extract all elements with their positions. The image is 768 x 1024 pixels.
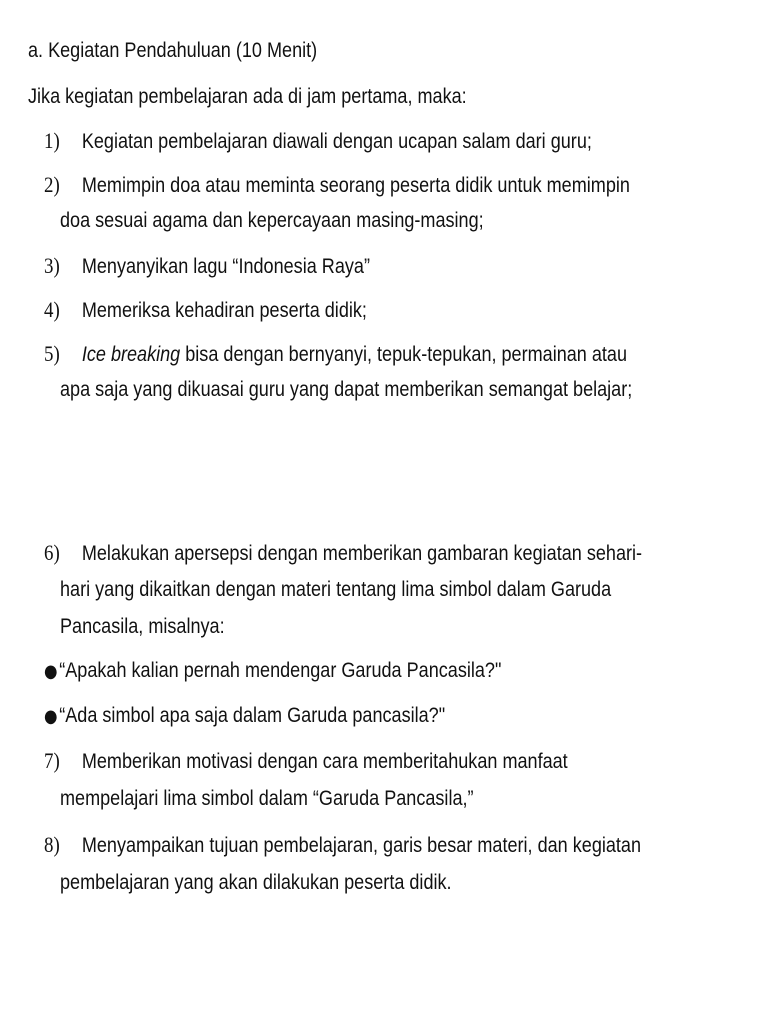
bullet-item-2 (44, 703, 445, 730)
item-text: Memeriksa kehadiran peserta didik; (81, 299, 367, 322)
list-item-6-continuation: hari yang dikaitkan dengan materi tentang lima simbol dalam Garuda (60, 578, 612, 601)
bullet-icon: ● (44, 706, 58, 727)
item-italic-term: Ice breaking (81, 343, 181, 366)
item-text: Menyampaikan tujuan pembelajaran, garis besar materi, dan kegiatan (81, 834, 642, 857)
list-item-3 (44, 253, 370, 280)
item-number: 3) (44, 253, 60, 278)
item-text: Menyanyikan lagu “Indonesia Raya” (81, 255, 370, 278)
bullet-text: “Ada simbol apa saja dalam Garuda pancasila?" (59, 704, 446, 727)
list-item-7-continuation: mempelajari lima simbol dalam “Garuda Pancasila,” (60, 787, 474, 810)
item-text: Memberikan motivasi dengan cara memberitahukan manfaat (81, 750, 568, 773)
bullet-item-1 (44, 658, 501, 685)
item-number: 1) (44, 128, 60, 153)
list-item-1 (44, 128, 592, 155)
item-number: 5) (44, 341, 60, 366)
item-number: 7) (44, 748, 60, 773)
item-text: bisa dengan bernyanyi, tepuk-tepukan, permainan atau (180, 343, 628, 366)
intro-text: Jika kegiatan pembelajaran ada di jam pertama, maka: (28, 85, 467, 108)
list-item-6-continuation-2: Pancasila, misalnya: (60, 615, 225, 638)
list-item-4 (44, 297, 367, 324)
item-number: 2) (44, 172, 60, 197)
bullet-icon: ● (44, 661, 58, 682)
list-item-2-continuation: doa sesuai agama dan kepercayaan masing-masing; (60, 209, 484, 232)
item-number: 6) (44, 540, 60, 565)
item-text: Melakukan apersepsi dengan memberikan gambaran kegiatan sehari- (81, 542, 643, 565)
list-item-8-continuation: pembelajaran yang akan dilakukan peserta didik. (60, 871, 452, 894)
item-text: Memimpin doa atau meminta seorang peserta didik untuk memimpin (81, 174, 630, 197)
item-number: 4) (44, 297, 60, 322)
list-item-2 (44, 172, 630, 199)
item-number: 8) (44, 832, 60, 857)
bullet-text: “Apakah kalian pernah mendengar Garuda Pancasila?" (59, 659, 502, 682)
list-item-7 (44, 748, 568, 775)
list-item-5 (44, 341, 627, 368)
list-item-8 (44, 832, 641, 859)
list-item-5-continuation: apa saja yang dikuasai guru yang dapat memberikan semangat belajar; (60, 378, 633, 401)
list-item-6 (44, 540, 642, 567)
item-text: Kegiatan pembelajaran diawali dengan ucapan salam dari guru; (81, 130, 592, 153)
section-heading: a. Kegiatan Pendahuluan (10 Menit) (28, 39, 318, 62)
